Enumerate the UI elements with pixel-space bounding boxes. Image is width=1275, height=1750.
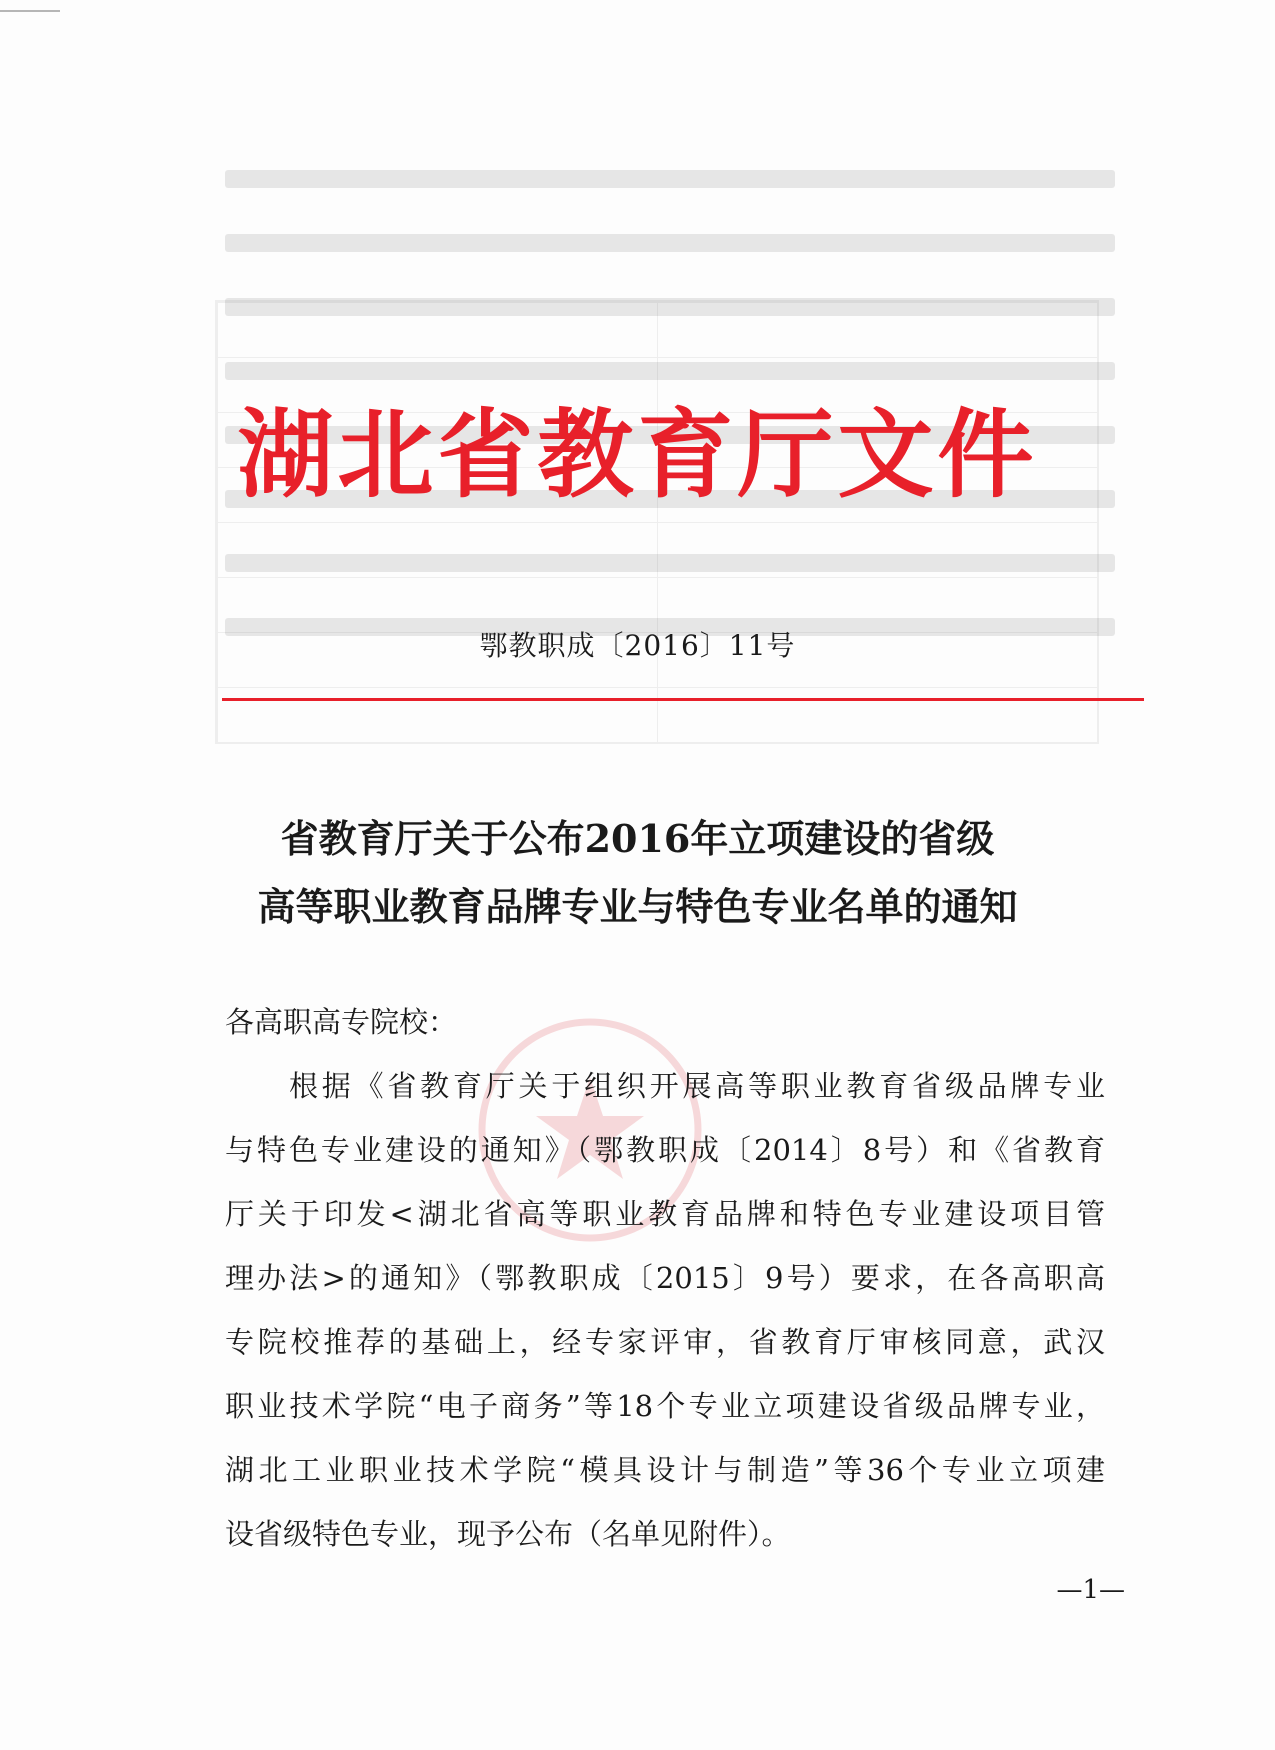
- notice-title-line-1: 省教育厅关于公布2016年立项建设的省级: [280, 816, 995, 861]
- document-number: 鄂教职成〔2016〕11号: [479, 629, 796, 662]
- agency-title: 湖北省教育厅文件: [237, 399, 1038, 511]
- body-line: 厅关于印发<湖北省高等职业教育品牌和特色专业建设项目管: [225, 1197, 1105, 1231]
- body-line: 与特色专业建设的通知》（鄂教职成〔2014〕8号）和《省教育: [225, 1133, 1105, 1167]
- notice-title-line-2: 高等职业教育品牌专业与特色专业名单的通知: [257, 884, 1018, 929]
- body-line: 设省级特色专业，现予公布（名单见附件）。: [225, 1517, 791, 1551]
- salutation: 各高职高专院校：: [225, 1005, 458, 1039]
- scan-edge-mark: [0, 10, 60, 12]
- bleed-line: [225, 554, 1115, 572]
- bleed-line: [225, 170, 1115, 188]
- bleed-through-table: [215, 300, 1099, 744]
- body-line: 理办法>的通知》（鄂教职成〔2015〕9号）要求，在各高职高: [225, 1261, 1105, 1295]
- red-divider-line: [222, 698, 1144, 701]
- bleed-line: [225, 362, 1115, 380]
- bleed-line: [225, 234, 1115, 252]
- notice-body: [225, 1064, 1105, 1576]
- body-line: 职业技术学院“电子商务”等18个专业立项建设省级品牌专业，: [225, 1389, 1105, 1423]
- page-number: —1—: [1056, 1575, 1125, 1605]
- body-line: 根据《省教育厅关于组织开展高等职业教育省级品牌专业: [289, 1069, 1105, 1103]
- body-line: 湖北工业职业技术学院“模具设计与制造”等36个专业立项建: [225, 1453, 1105, 1487]
- notice-title: [0, 805, 1275, 941]
- bleed-line: [225, 298, 1115, 316]
- body-line: 专院校推荐的基础上，经专家评审，省教育厅审核同意，武汉: [225, 1325, 1105, 1359]
